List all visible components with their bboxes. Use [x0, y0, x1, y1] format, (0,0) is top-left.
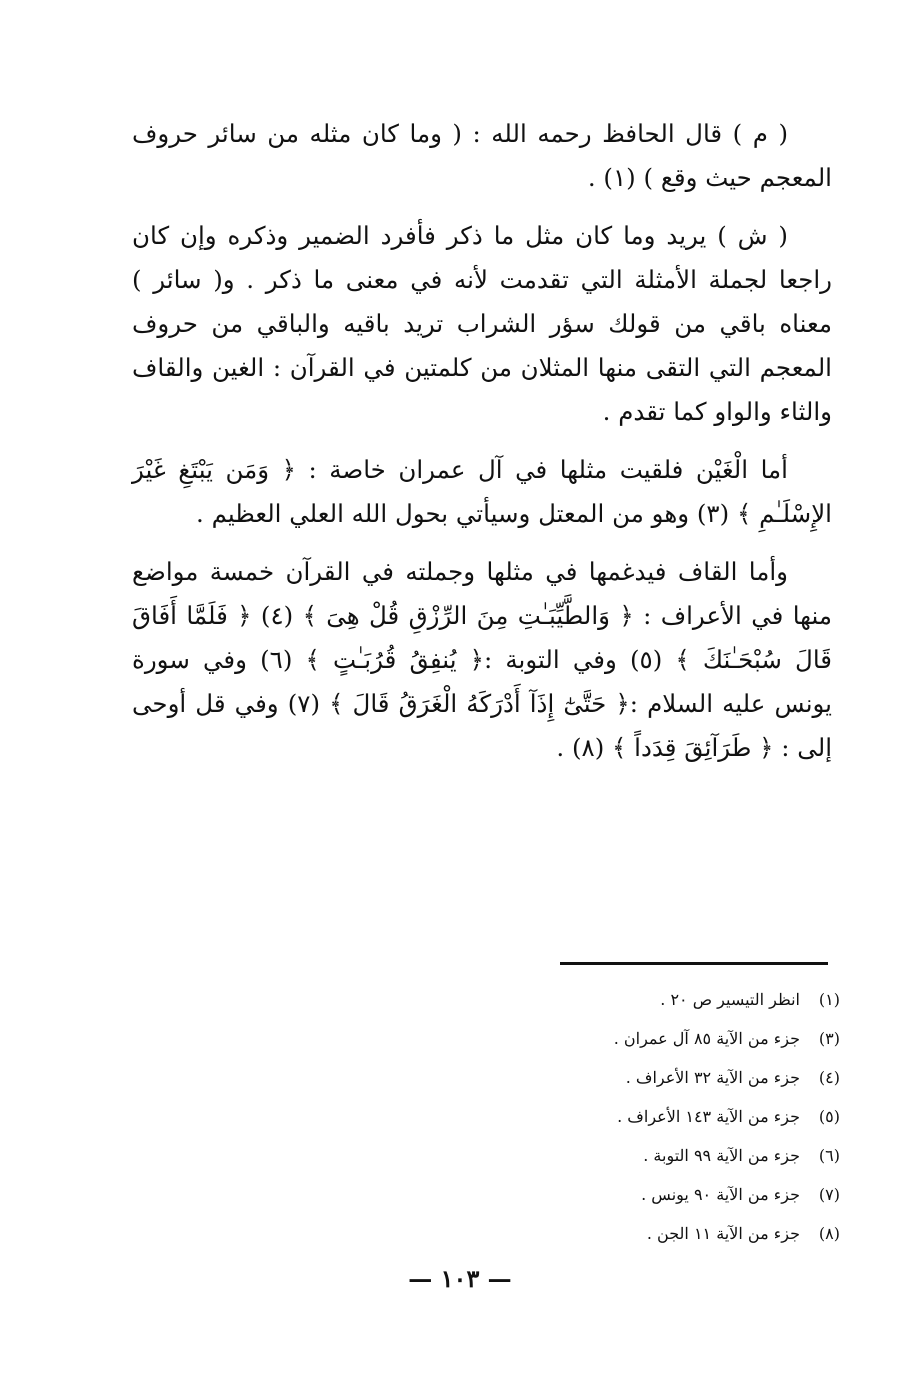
paragraph-ghayn: أما الْغَيْن فلقيت مثلها في آل عمران خاصة : ﴿ وَمَن يَبْتَغِ غَيْرَ الإِسْلَـٰمِ ﴾ (٣) وهو من المعتل وسيأتي بحول الله العلي العظيم .: [132, 455, 832, 528]
footnote-number: (٧): [818, 1185, 840, 1204]
paragraph-sharh: ( ش ) يريد وما كان مثل ما ذكر فأفرد الضمير وذكره وإن كان راجعا لجملة الأمثلة التي تقدمت لأنه في معنى ما ذكر . و( سائر ) معناه باقي من قولك سؤر الشراب تريد باقيه والباقي من حروف المعجم التي التقى منها المثلان من كلمتين في القرآن : الغين والقاف والثاء والواو كما تقدم .: [132, 221, 832, 426]
footnote-item: [400, 1214, 840, 1253]
footnote-text: جزء من الآية ٩٩ التوبة .: [643, 1146, 800, 1165]
footnote-text: جزء من الآية ٩٠ يونس .: [641, 1185, 800, 1204]
main-text: [132, 112, 832, 770]
footnote-separator: [560, 962, 828, 965]
footnote-text: جزء من الآية ٣٢ الأعراف .: [625, 1068, 800, 1087]
footnote-number: (٣): [818, 1029, 840, 1048]
footnote-item: [400, 1058, 840, 1097]
footnote-item: [400, 1136, 840, 1175]
footnote-number: (٨): [818, 1224, 840, 1243]
footnote-number: (٥): [818, 1107, 840, 1126]
footnote-text: جزء من الآية ٨٥ آل عمران .: [613, 1029, 800, 1048]
footnote-text: انظر التيسير ص ٢٠ .: [660, 990, 800, 1009]
footnote-item: [400, 1019, 840, 1058]
paragraph-qaf: وأما القاف فيدغمها في مثلها وجملته في القرآن خمسة مواضع منها في الأعراف : ﴿ وَالطَّيِّبَـٰتِ مِنَ الرِّزْقِ قُلْ هِىَ ﴾ (٤) ﴿ فَلَمَّا أَفَاقَ قَالَ سُبْحَـٰنَكَ ﴾ (٥) وفي التوبة :﴿ يُنفِقُ قُرُبَـٰتٍ ﴾ (٦) وفي سورة يونس عليه السلام :﴿ حَتَّىٰٓ إِذَآ أَدْرَكَهُ الْغَرَقُ قَالَ ﴾ (٧) وفي قل أوحى إلى : ﴿ طَرَآئِقَ قِدَداً ﴾ (٨) .: [132, 557, 832, 762]
footnote-number: (٦): [818, 1146, 840, 1165]
footnotes-list: [400, 980, 840, 1253]
paragraph-matn: ( م ) قال الحافظ رحمه الله : ( وما كان مثله من سائر حروف المعجم حيث وقع ) (١) .: [132, 119, 832, 192]
page-number: — ١٠٣ —: [408, 1264, 512, 1293]
footnote-number: (١): [818, 990, 840, 1009]
footnote-text: جزء من الآية ١٤٣ الأعراف .: [617, 1107, 800, 1126]
footnote-item: [400, 980, 840, 1019]
footnote-text: جزء من الآية ١١ الجن .: [646, 1224, 800, 1243]
footnote-item: [400, 1097, 840, 1136]
footnote-item: [400, 1175, 840, 1214]
footnote-number: (٤): [818, 1068, 840, 1087]
